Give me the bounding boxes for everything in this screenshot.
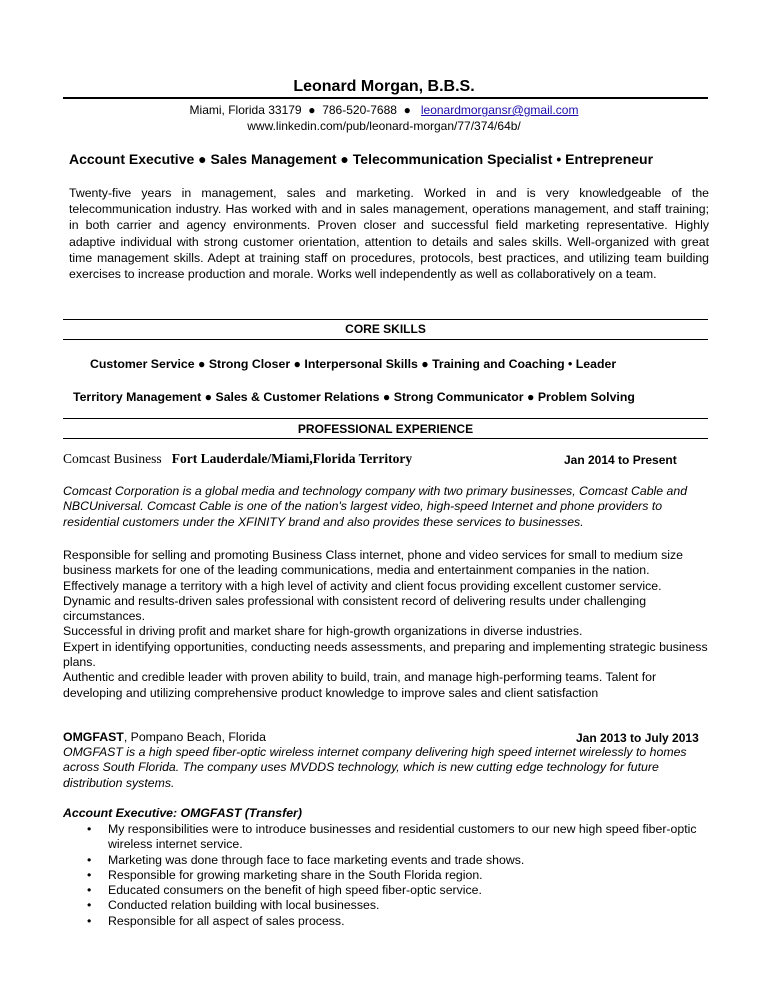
job1-description: Comcast Corporation is a global media and technology company with two primary businesses, Comcast Cable and NBCUniversal. Comcast Cable is one of the nation's largest video, high-speed Internet and phone providers to residential customers under the XFINITY brand and also provides these services to businesses. [63, 484, 688, 529]
job1-dates: Jan 2014 to Present [564, 453, 677, 467]
job2-location: , Pompano Beach, Florida [123, 730, 266, 744]
section-divider [63, 339, 708, 340]
linkedin-url: www.linkedin.com/pub/leonard-morgan/77/374/64b/ [247, 119, 521, 133]
list-item: • Educated consumers on the benefit of high speed fiber-optic service. [63, 883, 713, 898]
duty-item: Effectively manage a territory with a high level of activity and client focus providing excellent customer service. [63, 578, 662, 593]
core-skills-title: CORE SKILLS [345, 322, 426, 336]
candidate-name: Leonard Morgan, B.B.S. [293, 78, 475, 95]
section-divider [63, 319, 708, 320]
phone-text: 786-520-7688 [322, 103, 397, 117]
list-item: • Conducted relation building with local businesses. [63, 898, 713, 913]
duty-item: Authentic and credible leader with proven ability to build, train, and manage high-performing teams. Talent for developing and utilizing comprehensive product knowledge to improve sales and client satisfaction [63, 670, 657, 700]
section-divider [63, 438, 708, 439]
list-item: • Responsible for all aspect of sales process. [63, 914, 713, 929]
summary-paragraph: Twenty-five years in management, sales and marketing. Worked in and is very knowledgeable of the telecommunication industry. Has worked with and in sales management, operations management, and staff training; in both carrier and agency environments. Proven closer and successful field marketing representative. Highly adaptive individual with strong customer orientation, attention to details and sales skills. Well-organized with great time management skills. Adept at training staff on procedures, protocols, best practices, and utilizing team building exercises to increase production and morale. Works well independently as well as collaboratively on a team. [69, 186, 709, 282]
job2-company: OMGFAST [63, 730, 124, 744]
location-text: Miami, Florida 33179 [189, 103, 302, 117]
job1-location: Fort Lauderdale/Miami,Florida Territory [171, 451, 413, 466]
list-item: • Responsible for growing marketing share in the South Florida region. [63, 868, 713, 883]
contact-line: Miami, Florida 33179 ● 786-520-7688 ● leonardmorgansr@gmail.com [189, 103, 579, 117]
list-item: • My responsibilities were to introduce businesses and residential customers to our new high speed fiber-optic wireless internet service. [63, 822, 713, 853]
job2-role: Account Executive: OMGFAST (Transfer) [63, 806, 302, 820]
header-divider [63, 97, 708, 99]
duty-item: Dynamic and results-driven sales professional with consistent record of delivering results under challenging circumstances. [63, 593, 647, 624]
job1-duties [63, 548, 713, 701]
job1-company: Comcast Business [63, 451, 162, 466]
headline: Account Executive ● Sales Management ● Telecommunication Specialist • Entrepreneur [69, 151, 654, 167]
job1-header [63, 451, 412, 467]
experience-title: PROFESSIONAL EXPERIENCE [297, 422, 474, 436]
core-skills-line-1: Customer Service ● Strong Closer ● Interpersonal Skills ● Training and Coaching • Leader [90, 357, 617, 371]
job2-dates: Jan 2013 to July 2013 [576, 731, 699, 745]
job2-description: OMGFAST is a high speed fiber-optic wireless internet company delivering high speed internet wirelessly to homes across South Florida. The company uses MVDDS technology, which is new cutting edge technology for future distribution systems. [63, 745, 687, 790]
list-item: • Marketing was done through face to face marketing events and trade shows. [63, 853, 713, 868]
duty-item: Responsible for selling and promoting Business Class internet, phone and video services for small to medium size business markets for one of the leading communications, media and entertainment companies in the nation. [63, 548, 683, 578]
section-divider [63, 418, 708, 419]
email-link[interactable]: leonardmorgansr@gmail.com [420, 103, 579, 117]
core-skills-line-2: Territory Management ● Sales & Customer Relations ● Strong Communicator ● Problem Solving [73, 390, 635, 404]
duty-item: Expert in identifying opportunities, conducting needs assessments, and preparing and implementing strategic business plans. [63, 639, 708, 670]
duty-item: Successful in driving profit and market share for high-growth organizations in diverse industries. [63, 624, 583, 639]
job2-bullet-list [63, 822, 713, 929]
